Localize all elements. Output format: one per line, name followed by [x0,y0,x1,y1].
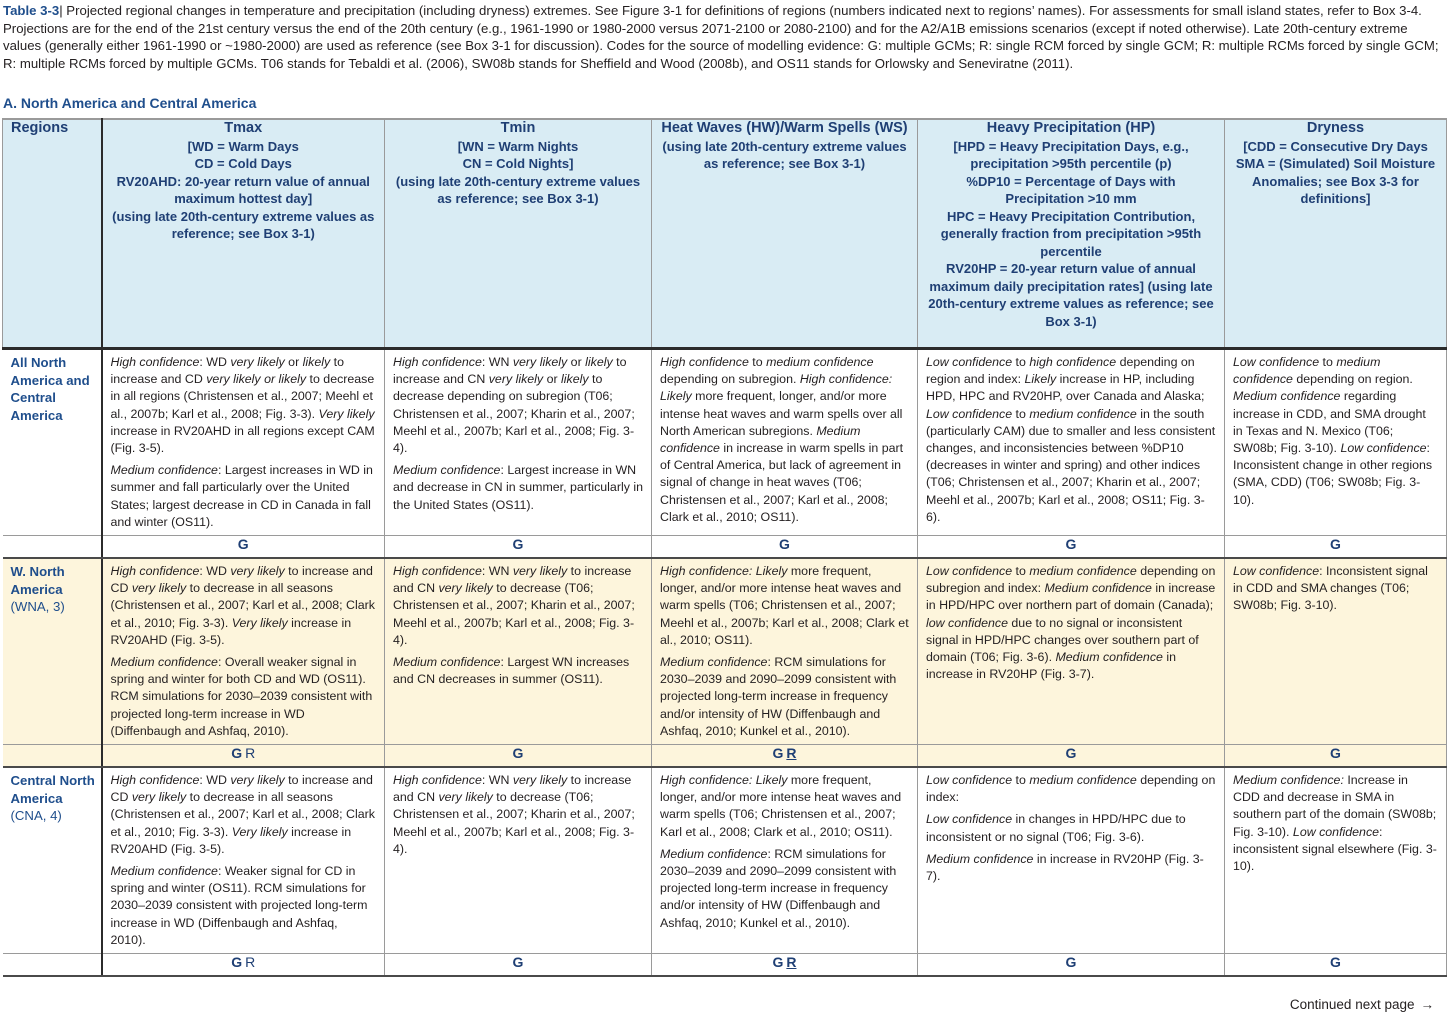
header-line: RV20HP = 20-year return value of annual maximum daily precipitation rates] (using late 20th-century extreme values as reference; see Box 3-1) [928,261,1214,329]
header-title: Tmin [500,120,536,136]
cell-heavy-precipitation [918,558,1225,745]
model-code-heavy-precipitation [918,954,1225,977]
code-g: G [1330,745,1341,762]
cell-dryness [1225,349,1447,536]
cell-paragraph: High confidence: WN very likely to increase and CN very likely to decrease (T06; Christensen et al., 2007; Kharin et al., 2007; Meehl et al., 2007b; Karl et al., 2008; Fig. 3-4). [393,773,635,856]
cell-paragraph: Low confidence to high confidence depending on region and index: Likely increase in HP, including HPD, HPC and RV20HP, over Canada and Alaska; Low confidence to medium confidence in the south (particularly CAM) due to smaller and less consistent changes, and inconsistencies between %DP10 (decreases in winter and spring) and other indices (T06; Christensen et al., 2007; Kharin et al., 2007; Meehl et al., 2007b; Karl et al., 2008; OS11; Fig. 3-6). [926,355,1216,524]
cell-tmax [102,767,385,954]
cell-paragraph: Low confidence to medium confidence depending on index: [926,773,1216,805]
header-tmin [385,119,652,349]
header-line: CD = Cold Days [194,156,292,171]
header-heavy-precipitation [918,119,1225,349]
header-line: [HPD = Heavy Precipitation Days, e.g., precipitation >95th percentile (p) [953,138,1189,171]
model-code-tmax [102,745,385,768]
cell-paragraph: High confidence: Likely more frequent, longer, and/or more intense heat waves and warm spells (T06; Christensen et al., 2007; Karl et al., 2008; Clark et al., 2010; OS11). [660,773,902,839]
code-g: G [772,745,784,762]
header-line: [CDD = Consecutive Dry Days [1243,138,1428,154]
cell-tmin [385,767,652,954]
header-title: Heat Waves (HW)/Warm Spells (WS) [661,120,908,136]
codes-region-blank [3,745,102,768]
cell-heat-waves [652,767,918,954]
header-line: %DP10 = Percentage of Days with Precipitation >10 mm [966,173,1176,206]
cell-paragraph: Medium confidence: Overall weaker signal in spring and winter for both CD and WD (OS11). RCM simulations for 2030–2039 consistent with projected long-term increase in WD (Diffenbaugh and Ashfaq, 2010). [110,655,373,738]
cell-heavy-precipitation [918,767,1225,954]
table-row [3,349,1447,536]
header-line: SMA = (Simulated) Soil Moisture Anomalies; see Box 3-3 for definitions] [1235,156,1436,206]
cell-paragraph: Medium confidence: RCM simulations for 2030–2039 and 2090–2099 consistent with projected long-term increase in frequency and/or intensity of HW (Diffenbaugh and Ashfaq, 2010; Kunkel et al., 2010). [660,846,897,930]
header-title: Heavy Precipitation (HP) [986,120,1156,136]
model-code-heat-waves [652,536,918,559]
code-g: G [237,536,249,553]
code-g: G [1065,536,1077,553]
cell-paragraph: Low confidence: Inconsistent signal in CDD and SMA changes (T06; SW08b; Fig. 3-10). [1233,564,1428,613]
code-r: R [245,745,256,762]
cell-paragraph: Medium confidence: Increase in CDD and decrease in SMA in southern part of the domain (SW08b; Fig. 3-10). Low confidence: inconsistent signal elsewhere (Fig. 3-10). [1233,773,1437,874]
code-g: G [231,745,243,762]
code-g: G [772,954,784,971]
cell-tmin [385,558,652,745]
cell-tmax [102,558,385,745]
cell-paragraph: High confidence: WN very likely or likely to increase and CN very likely or likely to decrease depending on subregion (T06; Christensen et al., 2007; Kharin et al., 2007; Meehl et al., 2007b; Karl et al., 2008; Fig. 3-4). [393,355,635,456]
code-g: G [512,954,524,971]
table-label: Table 3-3 [3,3,60,18]
header-line: CN = Cold Nights] [462,156,574,171]
code-r: R [786,954,797,971]
table-caption [3,2,1443,72]
model-codes-row [3,954,1447,977]
region-name [3,349,102,536]
code-g: G [1065,954,1077,971]
header-line: (using late 20th-century extreme values as reference; see Box 3-1) [662,138,907,171]
cell-heavy-precipitation [918,349,1225,536]
header-row [3,119,1447,349]
model-code-heat-waves [652,954,918,977]
cell-tmax [102,349,385,536]
cell-paragraph: High confidence: WN very likely to increase and CN very likely to decrease (T06; Christensen et al., 2007; Kharin et al., 2007; Meehl et al., 2007b; Karl et al., 2008; Fig. 3-4). [393,564,635,647]
header-line: (using late 20th-century extreme values as reference; see Box 3-1) [395,173,641,206]
code-g: G [779,536,790,553]
code-g: G [512,745,524,762]
model-code-tmin [385,745,652,768]
model-codes-row [3,536,1447,559]
caption-text: | Projected regional changes in temperature and precipitation (including dryness) extremes. See Figure 3-1 for definitions of regions (numbers indicated next to regions’ names). For assessments for small island states, refer to Box 3-4. Projections are for the end of the 21st century versus the end of the 20th century (e.g., 1961-1990 or 1980-2000 versus 2071-2100 or 2080-2100) and for the A2/A1B emissions scenarios (except if noted otherwise). Late 20th-century extreme values (generally either 1961-1990 or ~1980-2000) are used as reference (see Box 3-1 for discussion). Codes for the source of modelling evidence: G: multiple GCMs; R: single RCM forced by single GCM; R: multiple RCMs forced by single GCM; R: multiple RCMs forced by multiple GCMs. T06 stands for Tebaldi et al. (2006), SW08b stands for Sheffield and Wood (2008b), and OS11 stands for Orlowsky and Seneviratne (2011). [3,3,1439,71]
cell-heat-waves [652,558,918,745]
header-heat-waves [652,119,918,349]
region-code: (WNA, 3) [10,599,65,615]
extremes-table [2,118,1447,977]
cell-paragraph: Low confidence in changes in HPD/HPC due to inconsistent or no signal (T06; Fig. 3-6). [926,812,1186,844]
header-regions: Regions [3,119,102,349]
code-r: R [245,954,256,971]
region-code: (CNA, 4) [10,808,62,824]
table-row [3,767,1447,954]
code-g: G [1330,536,1341,553]
cell-paragraph: High confidence: WD very likely to increase and CD very likely to decrease in all seasons (Christensen et al., 2007; Karl et al., 2008; Clark et al., 2010; Fig. 3-3). Very likely increase in RV20AHD (Fig. 3-5). [110,773,375,856]
cell-paragraph: High confidence: Likely more frequent, longer, and/or more intense heat waves and warm spells (T06; Christensen et al., 2007; Meehl et al., 2007b; Karl et al., 2008; Clark et al., 2010; OS11). [660,564,909,647]
cell-paragraph: Medium confidence: Largest increase in WN and decrease in CN in summer, particularly in the United States (OS11). [393,463,643,512]
continued-text: Continued next page [1289,997,1415,1012]
model-code-dryness [1225,745,1447,768]
cell-paragraph: Low confidence to medium confidence depending on region. Medium confidence regarding increase in CDD, and SMA drought in Texas and N. Mexico (T06; SW08b; Fig. 3-10). Low confidence: Inconsistent change in other regions (SMA, CDD) (T06; SW08b; Fig. 3-10). [1233,355,1433,507]
code-g: G [231,954,243,971]
table-row [3,558,1447,745]
section-title: A. North America and Central America [3,95,257,111]
model-code-tmax [102,954,385,977]
cell-paragraph: High confidence: WD very likely or likely to increase and CD very likely or likely to decrease in all regions (Christensen et al., 2007; Meehl et al., 2007b; Karl et al., 2008; Fig. 3-3). Very likely increase in RV20AHD in all regions except CAM (Fig. 3-5). [110,355,375,456]
code-g: G [512,536,524,553]
codes-region-blank [3,536,102,559]
cell-paragraph: High confidence: WD very likely to increase and CD very likely to decrease in all seasons (Christensen et al., 2007; Karl et al., 2008; Clark et al., 2010; Fig. 3-3). Very likely increase in RV20AHD (Fig. 3-5). [110,564,375,647]
model-code-heat-waves [652,745,918,768]
model-code-tmin [385,536,652,559]
cell-paragraph: Medium confidence: Weaker signal for CD in spring and winter (OS11). RCM simulations for 2030–2039 consistent with projected long-term increase in WD (Diffenbaugh and Ashfaq, 2010). [110,864,368,947]
cell-paragraph: High confidence to medium confidence depending on subregion. High confidence: Likely more frequent, longer, and/or more intense heat waves and warm spells over all North American subregions. Medium confidence in increase in warm spells in part of Central America, but lack of agreement in signal of change in heat waves (T06; Christensen et al., 2007; Karl et al., 2008; Clark et al., 2010; OS11). [660,355,904,524]
header-dryness [1225,119,1447,349]
header-tmax [102,119,385,349]
cell-heat-waves [652,349,918,536]
cell-paragraph: Medium confidence: RCM simulations for 2030–2039 and 2090–2099 consistent with projected long-term increase in frequency and/or intensity of HW (Diffenbaugh and Ashfaq, 2010; Kunkel et al., 2010). [660,655,897,738]
region-name [3,558,102,745]
header-title: Tmax [224,120,263,136]
model-code-heavy-precipitation [918,536,1225,559]
model-code-tmax [102,536,385,559]
region-name [3,767,102,954]
cell-dryness [1225,558,1447,745]
region-label: W. North America [10,564,65,597]
cell-paragraph: Medium confidence in increase in RV20HP (Fig. 3-7). [926,851,1204,884]
header-title: Dryness [1306,120,1365,136]
cell-dryness [1225,767,1447,954]
continued-next-page[interactable] [1290,997,1434,1012]
code-g: G [1065,745,1077,762]
cell-tmin [385,349,652,536]
arrow-right-icon: → [1420,997,1434,1012]
code-r: R [786,745,797,762]
region-label: Central North America [10,773,95,806]
header-line: [WD = Warm Days [187,138,299,154]
model-code-heavy-precipitation [918,745,1225,768]
model-code-dryness [1225,954,1447,977]
header-line: HPC = Heavy Precipitation Contribution, generally fraction from precipitation >95th percentile [940,208,1202,259]
header-line: (using late 20th-century extreme values as reference; see Box 3-1) [112,208,375,241]
model-code-tmin [385,954,652,977]
model-codes-row [3,745,1447,768]
cell-paragraph: Medium confidence: Largest WN increases and CN decreases in summer (OS11). [393,655,630,687]
header-line: [WN = Warm Nights [457,138,579,154]
region-label: All North America and Central America [10,355,90,423]
model-code-dryness [1225,536,1447,559]
cell-paragraph: Low confidence to medium confidence depending on subregion and index: Medium confidence in increase in HPD/HPC over northern part of domain (Canada); low confidence due to no signal or inconsistent signal in HPD/HPC changes over southern part of domain (T06; Fig. 3-6). Medium confidence in increase in RV20HP (Fig. 3-7). [926,564,1216,682]
cell-paragraph: Medium confidence: Largest increases in WD in summer and fall particularly over the United States; largest decrease in CD in Canada in fall and winter (OS11). [110,463,373,529]
code-g: G [1330,954,1341,971]
codes-region-blank [3,954,102,977]
header-line: RV20AHD: 20-year return value of annual maximum hottest day] [116,173,370,206]
